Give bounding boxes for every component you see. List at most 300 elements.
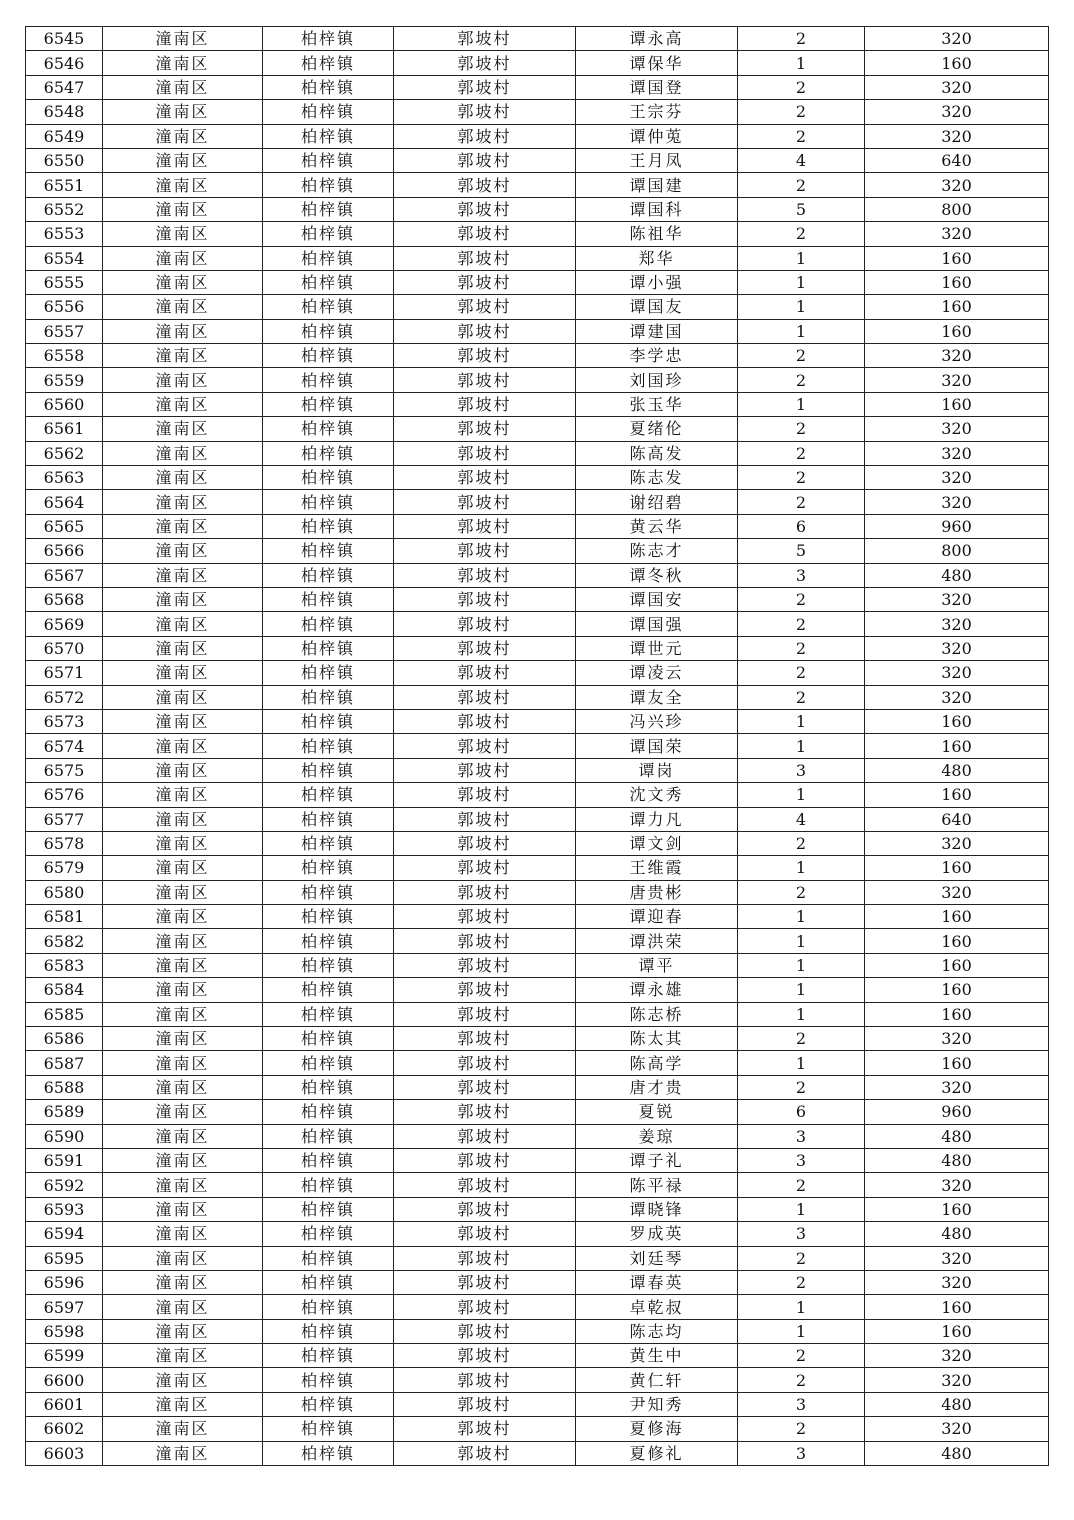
table-row <box>26 197 1049 221</box>
table-row <box>26 1392 1049 1416</box>
amount-cell: 320 <box>865 417 1049 441</box>
district-cell: 潼南区 <box>103 1441 263 1465</box>
village-cell: 郭坡村 <box>394 1173 576 1197</box>
district-cell: 潼南区 <box>103 1148 263 1172</box>
district-cell: 潼南区 <box>103 490 263 514</box>
district-cell: 潼南区 <box>103 1392 263 1416</box>
row-number-cell: 6563 <box>26 466 103 490</box>
household-count-cell: 2 <box>738 417 865 441</box>
village-cell: 郭坡村 <box>394 539 576 563</box>
table-row <box>26 856 1049 880</box>
town-cell: 柏梓镇 <box>263 295 394 319</box>
household-count-cell: 1 <box>738 51 865 75</box>
table-row <box>26 1319 1049 1343</box>
amount-cell: 160 <box>865 905 1049 929</box>
table-row <box>26 222 1049 246</box>
village-cell: 郭坡村 <box>394 124 576 148</box>
household-count-cell: 1 <box>738 953 865 977</box>
name-cell: 陈志均 <box>576 1319 738 1343</box>
town-cell: 柏梓镇 <box>263 368 394 392</box>
name-cell: 黄仁轩 <box>576 1368 738 1392</box>
village-cell: 郭坡村 <box>394 344 576 368</box>
table-row <box>26 51 1049 75</box>
name-cell: 唐才贵 <box>576 1075 738 1099</box>
name-cell: 谭文剑 <box>576 831 738 855</box>
town-cell: 柏梓镇 <box>263 685 394 709</box>
table-row <box>26 514 1049 538</box>
table-row <box>26 685 1049 709</box>
table-row <box>26 563 1049 587</box>
row-number-cell: 6548 <box>26 100 103 124</box>
town-cell: 柏梓镇 <box>263 51 394 75</box>
household-count-cell: 2 <box>738 636 865 660</box>
town-cell: 柏梓镇 <box>263 514 394 538</box>
table-row <box>26 124 1049 148</box>
town-cell: 柏梓镇 <box>263 953 394 977</box>
town-cell: 柏梓镇 <box>263 1051 394 1075</box>
village-cell: 郭坡村 <box>394 661 576 685</box>
name-cell: 谭春英 <box>576 1270 738 1294</box>
table-row <box>26 1441 1049 1465</box>
village-cell: 郭坡村 <box>394 929 576 953</box>
row-number-cell: 6567 <box>26 563 103 587</box>
village-cell: 郭坡村 <box>394 1295 576 1319</box>
table-row <box>26 1148 1049 1172</box>
subsidy-table <box>25 26 1049 1466</box>
district-cell: 潼南区 <box>103 783 263 807</box>
name-cell: 陈志桥 <box>576 1002 738 1026</box>
table-row <box>26 1124 1049 1148</box>
name-cell: 夏修礼 <box>576 1441 738 1465</box>
name-cell: 姜琼 <box>576 1124 738 1148</box>
table-row <box>26 173 1049 197</box>
district-cell: 潼南区 <box>103 197 263 221</box>
village-cell: 郭坡村 <box>394 1270 576 1294</box>
village-cell: 郭坡村 <box>394 953 576 977</box>
village-cell: 郭坡村 <box>394 1075 576 1099</box>
household-count-cell: 1 <box>738 978 865 1002</box>
town-cell: 柏梓镇 <box>263 831 394 855</box>
town-cell: 柏梓镇 <box>263 563 394 587</box>
name-cell: 黄云华 <box>576 514 738 538</box>
table-row <box>26 1222 1049 1246</box>
amount-cell: 160 <box>865 1002 1049 1026</box>
row-number-cell: 6561 <box>26 417 103 441</box>
town-cell: 柏梓镇 <box>263 173 394 197</box>
district-cell: 潼南区 <box>103 1368 263 1392</box>
table-row <box>26 319 1049 343</box>
household-count-cell: 1 <box>738 392 865 416</box>
town-cell: 柏梓镇 <box>263 197 394 221</box>
table-row <box>26 417 1049 441</box>
household-count-cell: 2 <box>738 368 865 392</box>
village-cell: 郭坡村 <box>394 783 576 807</box>
district-cell: 潼南区 <box>103 368 263 392</box>
amount-cell: 320 <box>865 344 1049 368</box>
row-number-cell: 6577 <box>26 807 103 831</box>
name-cell: 谭岗 <box>576 758 738 782</box>
name-cell: 王维霞 <box>576 856 738 880</box>
household-count-cell: 1 <box>738 1295 865 1319</box>
district-cell: 潼南区 <box>103 1417 263 1441</box>
household-count-cell: 2 <box>738 27 865 51</box>
household-count-cell: 5 <box>738 539 865 563</box>
district-cell: 潼南区 <box>103 1270 263 1294</box>
village-cell: 郭坡村 <box>394 636 576 660</box>
row-number-cell: 6585 <box>26 1002 103 1026</box>
name-cell: 李学忠 <box>576 344 738 368</box>
household-count-cell: 4 <box>738 148 865 172</box>
table-row <box>26 880 1049 904</box>
village-cell: 郭坡村 <box>394 905 576 929</box>
name-cell: 谭国友 <box>576 295 738 319</box>
district-cell: 潼南区 <box>103 734 263 758</box>
table-row <box>26 612 1049 636</box>
household-count-cell: 2 <box>738 661 865 685</box>
town-cell: 柏梓镇 <box>263 1075 394 1099</box>
amount-cell: 480 <box>865 563 1049 587</box>
row-number-cell: 6573 <box>26 709 103 733</box>
town-cell: 柏梓镇 <box>263 1319 394 1343</box>
district-cell: 潼南区 <box>103 1100 263 1124</box>
row-number-cell: 6570 <box>26 636 103 660</box>
amount-cell: 960 <box>865 514 1049 538</box>
amount-cell: 160 <box>865 978 1049 1002</box>
district-cell: 潼南区 <box>103 905 263 929</box>
household-count-cell: 3 <box>738 1441 865 1465</box>
row-number-cell: 6558 <box>26 344 103 368</box>
town-cell: 柏梓镇 <box>263 466 394 490</box>
household-count-cell: 1 <box>738 734 865 758</box>
town-cell: 柏梓镇 <box>263 417 394 441</box>
village-cell: 郭坡村 <box>394 807 576 831</box>
town-cell: 柏梓镇 <box>263 807 394 831</box>
table-row <box>26 661 1049 685</box>
household-count-cell: 4 <box>738 807 865 831</box>
name-cell: 陈平禄 <box>576 1173 738 1197</box>
row-number-cell: 6593 <box>26 1197 103 1221</box>
row-number-cell: 6587 <box>26 1051 103 1075</box>
household-count-cell: 1 <box>738 246 865 270</box>
district-cell: 潼南区 <box>103 1124 263 1148</box>
amount-cell: 960 <box>865 1100 1049 1124</box>
table-row <box>26 953 1049 977</box>
row-number-cell: 6602 <box>26 1417 103 1441</box>
village-cell: 郭坡村 <box>394 1027 576 1051</box>
name-cell: 陈志发 <box>576 466 738 490</box>
row-number-cell: 6591 <box>26 1148 103 1172</box>
town-cell: 柏梓镇 <box>263 661 394 685</box>
name-cell: 陈祖华 <box>576 222 738 246</box>
name-cell: 陈太其 <box>576 1027 738 1051</box>
table-row <box>26 148 1049 172</box>
district-cell: 潼南区 <box>103 1319 263 1343</box>
table-row <box>26 295 1049 319</box>
amount-cell: 160 <box>865 929 1049 953</box>
amount-cell: 480 <box>865 1148 1049 1172</box>
amount-cell: 480 <box>865 1441 1049 1465</box>
village-cell: 郭坡村 <box>394 1197 576 1221</box>
household-count-cell: 2 <box>738 880 865 904</box>
amount-cell: 320 <box>865 173 1049 197</box>
household-count-cell: 1 <box>738 783 865 807</box>
name-cell: 谭永高 <box>576 27 738 51</box>
table-row <box>26 1295 1049 1319</box>
name-cell: 谭冬秋 <box>576 563 738 587</box>
household-count-cell: 1 <box>738 270 865 294</box>
table-row <box>26 368 1049 392</box>
village-cell: 郭坡村 <box>394 587 576 611</box>
amount-cell: 480 <box>865 1222 1049 1246</box>
amount-cell: 320 <box>865 222 1049 246</box>
village-cell: 郭坡村 <box>394 466 576 490</box>
district-cell: 潼南区 <box>103 295 263 319</box>
town-cell: 柏梓镇 <box>263 222 394 246</box>
village-cell: 郭坡村 <box>394 173 576 197</box>
name-cell: 尹知秀 <box>576 1392 738 1416</box>
row-number-cell: 6576 <box>26 783 103 807</box>
amount-cell: 480 <box>865 1124 1049 1148</box>
district-cell: 潼南区 <box>103 880 263 904</box>
table-row <box>26 783 1049 807</box>
district-cell: 潼南区 <box>103 953 263 977</box>
village-cell: 郭坡村 <box>394 978 576 1002</box>
name-cell: 张玉华 <box>576 392 738 416</box>
town-cell: 柏梓镇 <box>263 246 394 270</box>
household-count-cell: 1 <box>738 856 865 880</box>
household-count-cell: 6 <box>738 1100 865 1124</box>
district-cell: 潼南区 <box>103 758 263 782</box>
amount-cell: 160 <box>865 783 1049 807</box>
row-number-cell: 6595 <box>26 1246 103 1270</box>
amount-cell: 320 <box>865 124 1049 148</box>
row-number-cell: 6551 <box>26 173 103 197</box>
name-cell: 谭晓锋 <box>576 1197 738 1221</box>
town-cell: 柏梓镇 <box>263 100 394 124</box>
household-count-cell: 1 <box>738 1002 865 1026</box>
row-number-cell: 6565 <box>26 514 103 538</box>
amount-cell: 320 <box>865 1344 1049 1368</box>
row-number-cell: 6557 <box>26 319 103 343</box>
town-cell: 柏梓镇 <box>263 636 394 660</box>
amount-cell: 480 <box>865 758 1049 782</box>
district-cell: 潼南区 <box>103 1295 263 1319</box>
amount-cell: 320 <box>865 1075 1049 1099</box>
village-cell: 郭坡村 <box>394 319 576 343</box>
district-cell: 潼南区 <box>103 929 263 953</box>
household-count-cell: 1 <box>738 929 865 953</box>
row-number-cell: 6597 <box>26 1295 103 1319</box>
row-number-cell: 6580 <box>26 880 103 904</box>
table-row <box>26 587 1049 611</box>
row-number-cell: 6559 <box>26 368 103 392</box>
amount-cell: 320 <box>865 1246 1049 1270</box>
district-cell: 潼南区 <box>103 100 263 124</box>
name-cell: 陈志才 <box>576 539 738 563</box>
row-number-cell: 6553 <box>26 222 103 246</box>
name-cell: 谭洪荣 <box>576 929 738 953</box>
amount-cell: 320 <box>865 587 1049 611</box>
district-cell: 潼南区 <box>103 1173 263 1197</box>
village-cell: 郭坡村 <box>394 1002 576 1026</box>
town-cell: 柏梓镇 <box>263 734 394 758</box>
amount-cell: 320 <box>865 661 1049 685</box>
household-count-cell: 2 <box>738 1075 865 1099</box>
district-cell: 潼南区 <box>103 344 263 368</box>
table-row <box>26 929 1049 953</box>
town-cell: 柏梓镇 <box>263 978 394 1002</box>
amount-cell: 320 <box>865 1270 1049 1294</box>
village-cell: 郭坡村 <box>394 1392 576 1416</box>
household-count-cell: 2 <box>738 100 865 124</box>
district-cell: 潼南区 <box>103 1075 263 1099</box>
name-cell: 谭小强 <box>576 270 738 294</box>
village-cell: 郭坡村 <box>394 1124 576 1148</box>
row-number-cell: 6598 <box>26 1319 103 1343</box>
table-row <box>26 1051 1049 1075</box>
town-cell: 柏梓镇 <box>263 441 394 465</box>
village-cell: 郭坡村 <box>394 75 576 99</box>
town-cell: 柏梓镇 <box>263 1124 394 1148</box>
amount-cell: 160 <box>865 295 1049 319</box>
town-cell: 柏梓镇 <box>263 856 394 880</box>
name-cell: 谭国登 <box>576 75 738 99</box>
name-cell: 夏绪伦 <box>576 417 738 441</box>
household-count-cell: 3 <box>738 1124 865 1148</box>
district-cell: 潼南区 <box>103 246 263 270</box>
district-cell: 潼南区 <box>103 587 263 611</box>
town-cell: 柏梓镇 <box>263 319 394 343</box>
table-row <box>26 1197 1049 1221</box>
district-cell: 潼南区 <box>103 831 263 855</box>
district-cell: 潼南区 <box>103 1027 263 1051</box>
amount-cell: 160 <box>865 246 1049 270</box>
table-row <box>26 978 1049 1002</box>
name-cell: 谭力凡 <box>576 807 738 831</box>
town-cell: 柏梓镇 <box>263 539 394 563</box>
table-row <box>26 490 1049 514</box>
village-cell: 郭坡村 <box>394 1246 576 1270</box>
name-cell: 谭保华 <box>576 51 738 75</box>
village-cell: 郭坡村 <box>394 1051 576 1075</box>
amount-cell: 160 <box>865 392 1049 416</box>
row-number-cell: 6572 <box>26 685 103 709</box>
amount-cell: 480 <box>865 1392 1049 1416</box>
district-cell: 潼南区 <box>103 685 263 709</box>
row-number-cell: 6568 <box>26 587 103 611</box>
district-cell: 潼南区 <box>103 1246 263 1270</box>
table-row <box>26 1246 1049 1270</box>
village-cell: 郭坡村 <box>394 295 576 319</box>
district-cell: 潼南区 <box>103 270 263 294</box>
table-body <box>26 27 1049 1466</box>
row-number-cell: 6588 <box>26 1075 103 1099</box>
village-cell: 郭坡村 <box>394 51 576 75</box>
household-count-cell: 1 <box>738 1319 865 1343</box>
name-cell: 王月凤 <box>576 148 738 172</box>
row-number-cell: 6564 <box>26 490 103 514</box>
amount-cell: 320 <box>865 27 1049 51</box>
district-cell: 潼南区 <box>103 1344 263 1368</box>
village-cell: 郭坡村 <box>394 1417 576 1441</box>
row-number-cell: 6571 <box>26 661 103 685</box>
name-cell: 夏锐 <box>576 1100 738 1124</box>
name-cell: 唐贵彬 <box>576 880 738 904</box>
household-count-cell: 2 <box>738 1368 865 1392</box>
name-cell: 谭国科 <box>576 197 738 221</box>
table-row <box>26 734 1049 758</box>
town-cell: 柏梓镇 <box>263 392 394 416</box>
name-cell: 谭世元 <box>576 636 738 660</box>
village-cell: 郭坡村 <box>394 222 576 246</box>
district-cell: 潼南区 <box>103 319 263 343</box>
village-cell: 郭坡村 <box>394 148 576 172</box>
row-number-cell: 6583 <box>26 953 103 977</box>
name-cell: 谭永雄 <box>576 978 738 1002</box>
village-cell: 郭坡村 <box>394 1441 576 1465</box>
table-row <box>26 100 1049 124</box>
village-cell: 郭坡村 <box>394 1148 576 1172</box>
district-cell: 潼南区 <box>103 563 263 587</box>
household-count-cell: 2 <box>738 75 865 99</box>
table-row <box>26 636 1049 660</box>
amount-cell: 160 <box>865 51 1049 75</box>
amount-cell: 800 <box>865 197 1049 221</box>
town-cell: 柏梓镇 <box>263 1197 394 1221</box>
district-cell: 潼南区 <box>103 856 263 880</box>
household-count-cell: 2 <box>738 441 865 465</box>
row-number-cell: 6562 <box>26 441 103 465</box>
name-cell: 王宗芬 <box>576 100 738 124</box>
name-cell: 刘国珍 <box>576 368 738 392</box>
row-number-cell: 6569 <box>26 612 103 636</box>
household-count-cell: 2 <box>738 124 865 148</box>
household-count-cell: 6 <box>738 514 865 538</box>
name-cell: 谭友全 <box>576 685 738 709</box>
table-row <box>26 758 1049 782</box>
town-cell: 柏梓镇 <box>263 587 394 611</box>
amount-cell: 320 <box>865 1027 1049 1051</box>
name-cell: 谭国建 <box>576 173 738 197</box>
table-row <box>26 1344 1049 1368</box>
row-number-cell: 6589 <box>26 1100 103 1124</box>
district-cell: 潼南区 <box>103 1002 263 1026</box>
table-row <box>26 709 1049 733</box>
amount-cell: 320 <box>865 685 1049 709</box>
town-cell: 柏梓镇 <box>263 880 394 904</box>
household-count-cell: 1 <box>738 709 865 733</box>
household-count-cell: 3 <box>738 1392 865 1416</box>
town-cell: 柏梓镇 <box>263 709 394 733</box>
amount-cell: 320 <box>865 100 1049 124</box>
row-number-cell: 6574 <box>26 734 103 758</box>
name-cell: 谭国荣 <box>576 734 738 758</box>
amount-cell: 160 <box>865 1051 1049 1075</box>
name-cell: 卓乾叔 <box>576 1295 738 1319</box>
village-cell: 郭坡村 <box>394 270 576 294</box>
village-cell: 郭坡村 <box>394 734 576 758</box>
table-row <box>26 270 1049 294</box>
amount-cell: 320 <box>865 441 1049 465</box>
table-row <box>26 246 1049 270</box>
name-cell: 罗成英 <box>576 1222 738 1246</box>
household-count-cell: 1 <box>738 295 865 319</box>
village-cell: 郭坡村 <box>394 563 576 587</box>
household-count-cell: 2 <box>738 685 865 709</box>
amount-cell: 160 <box>865 319 1049 343</box>
district-cell: 潼南区 <box>103 978 263 1002</box>
town-cell: 柏梓镇 <box>263 1148 394 1172</box>
